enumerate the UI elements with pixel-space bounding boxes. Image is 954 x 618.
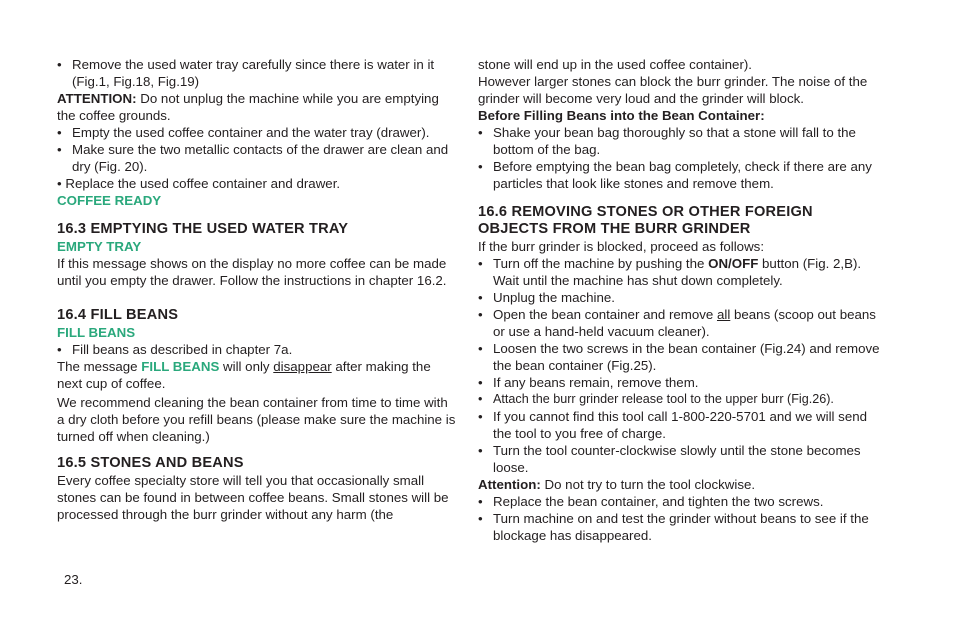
display-message-fill-beans: FILL BEANS [57,325,136,340]
list-item: • Fill beans as described in chapter 7a. [57,341,457,358]
list-item: • Before emptying the bean bag completely, check if there are any particles that look like stones and remove them. [478,158,883,192]
list-item: • Loosen the two screws in the bean container (Fig.24) and remove the bean container (Fig.25). [478,340,883,374]
before-filling-heading: Before Filling Beans into the Bean Container: [478,108,765,123]
attention-note [57,90,457,124]
list-item [478,306,883,340]
list-item: • Remove the used water tray carefully since there is water in it (Fig.1, Fig.18, Fig.19) [57,56,457,90]
section-title-16-3: 16.3 EMPTYING THE USED WATER TRAY [57,221,349,237]
section-body-16-3: If this message shows on the display no more coffee can be made until you empty the drawer. Follow the instructions in chapter 16.2. [57,256,447,288]
list-item: • Make sure the two metallic contacts of the drawer are clean and dry (Fig. 20). [57,141,457,175]
fill-beans-note [57,358,457,392]
list-item: • If any beans remain, remove them. [478,374,883,391]
list-item: • Empty the used coffee container and the water tray (drawer). [57,124,457,141]
text-run: beans (scoop out beans or use a hand-held vacuum cleaner). [493,307,876,339]
text-run: Open the bean container and remove [493,307,717,322]
text-run: The message [57,359,142,374]
cleaning-recommendation: We recommend cleaning the bean container from time to time with a dry cloth before you refill beans (please make sure the machine is turned off when cleaning.) [57,395,456,444]
text-run: after making the next cup of coffee. [57,359,431,391]
text-run: Turn off the machine by pushing the [493,256,709,271]
underlined-word: disappear [273,359,332,374]
list-item: • Shake your bean bag thoroughly so that a stone will fall to the bottom of the bag. [478,124,883,158]
continued-text: However larger stones can block the burr grinder. The noise of the grinder will become very loud and the grinder will block. [478,74,868,106]
attention-text: Do not unplug the machine while you are emptying the coffee grounds. [57,91,439,123]
list-item: • If you cannot find this tool call 1-800-220-5701 and we will send the tool to you free of charge. [478,408,883,442]
on-off-label: ON/OFF [708,256,759,271]
continued-text: stone will end up in the used coffee container). [478,57,752,72]
page-number: 23. [64,572,83,587]
list-item: • Turn the tool counter-clockwise slowly until the stone becomes loose. [478,442,883,476]
section-title-16-4: 16.4 FILL BEANS [57,307,179,323]
list-item: • Replace the bean container, and tighten the two screws. [478,493,883,510]
text-run: button (Fig. 2,B). Wait until the machine has shut down completely. [493,256,862,288]
right-column [478,56,883,544]
attention-label: Attention: [478,477,541,492]
section-body-16-5: Every coffee specialty store will tell you that occasionally small stones can be found in between coffee beans. Small stones will be processed through the burr grinder without any harm (the [57,473,449,522]
text-run: will only [219,359,274,374]
section-title-16-6: 16.6 REMOVING STONES OR OTHER FOREIGN OBJECTS FROM THE BURR GRINDER [478,204,813,237]
display-message-coffee-ready: COFFEE READY [57,193,162,208]
section-title-16-5: 16.5 STONES AND BEANS [57,455,244,471]
list-item [478,255,883,289]
display-message-empty-tray: EMPTY TRAY [57,239,142,254]
attention-label: ATTENTION: [57,91,137,106]
list-item: • Turn machine on and test the grinder without beans to see if the blockage has disappeared. [478,510,883,544]
attention-note [478,476,883,493]
left-column [57,56,457,523]
replace-line: • Replace the used coffee container and drawer. [57,176,341,191]
inline-message: FILL BEANS [141,359,220,374]
attention-text: Do not try to turn the tool clockwise. [540,477,756,492]
underlined-word: all [716,307,731,322]
list-item: • Attach the burr grinder release tool to the upper burr (Fig.26). [478,391,883,408]
section-intro-16-6: If the burr grinder is blocked, proceed as follows: [478,239,765,254]
list-item: • Unplug the machine. [478,289,883,306]
